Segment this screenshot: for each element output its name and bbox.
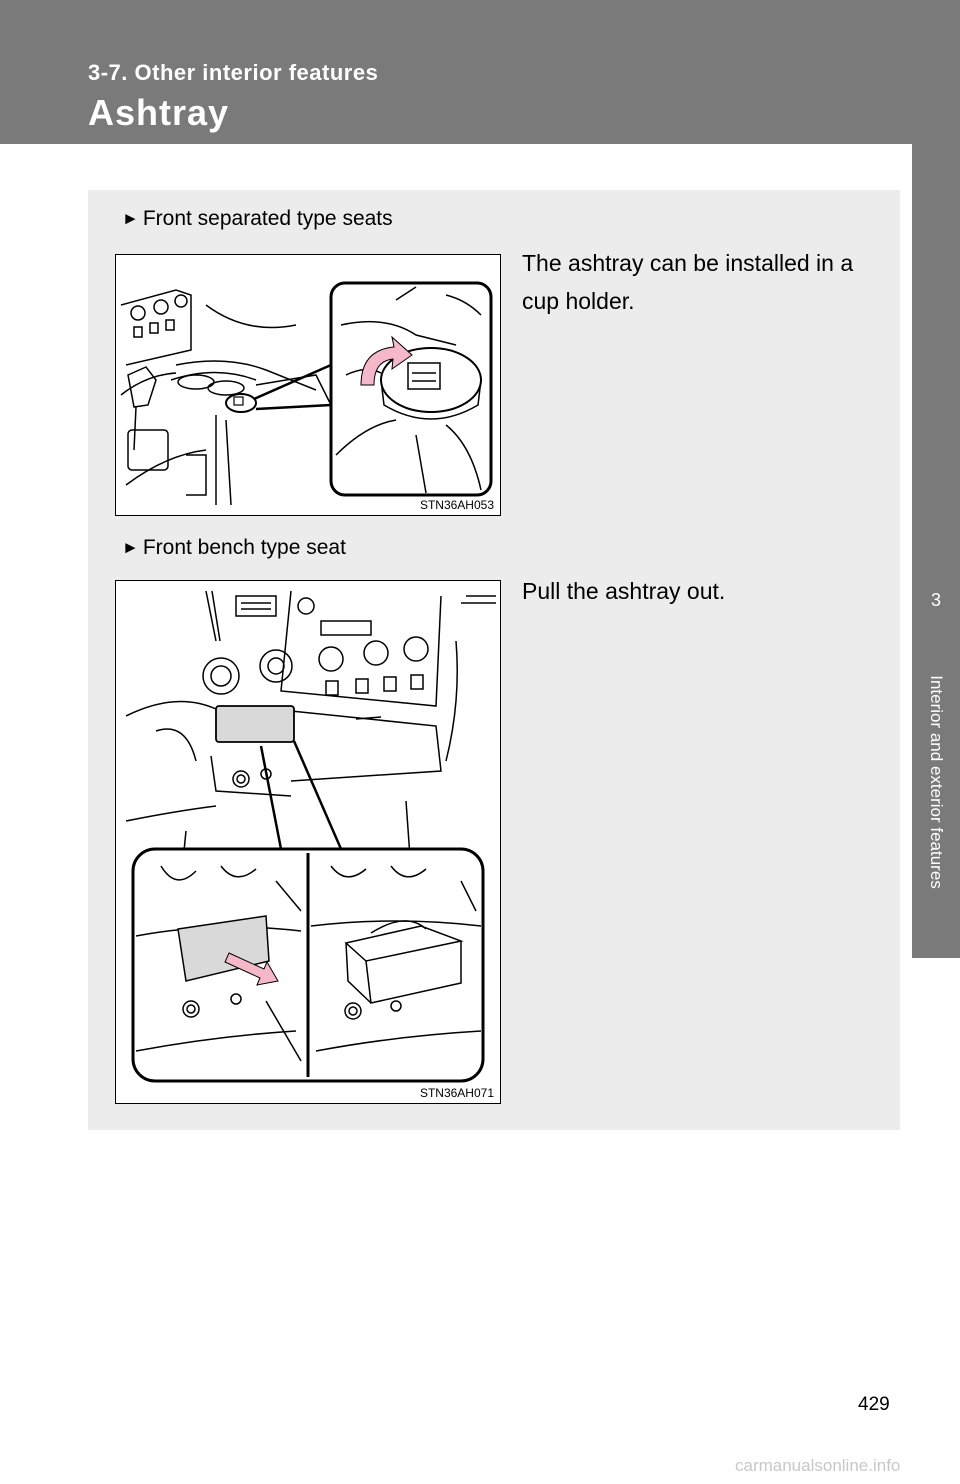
section-title: 3-7. Other interior features [88,60,379,85]
pointer-arrow-icon: ► [122,209,139,228]
figure-bench-seat-ashtray [115,580,501,1104]
chapter-title: Interior and exterior features [927,675,946,889]
pointer-arrow-icon: ► [122,538,139,557]
figure-code: STN36AH053 [419,498,494,512]
item-description: The ashtray can be installed in a cup holder. [522,250,854,314]
side-tab-upper [912,0,960,558]
watermark: carmanualsonline.info [735,1456,901,1475]
item-description: Pull the ashtray out. [522,578,726,604]
page-title: Ashtray [88,92,230,133]
figure-cup-holder-ashtray [115,254,501,516]
item-heading-label: Front separated type seats [142,207,393,230]
dashboard-illustration [116,581,500,1103]
console-illustration [116,255,500,515]
item-heading-bench-seat [122,536,346,560]
page-number: 429 [858,1394,890,1415]
item-heading-label: Front bench type seat [142,536,346,559]
chapter-number: 3 [930,590,941,610]
figure-code: STN36AH071 [419,1086,494,1100]
item-heading-separated-seats [122,207,393,231]
